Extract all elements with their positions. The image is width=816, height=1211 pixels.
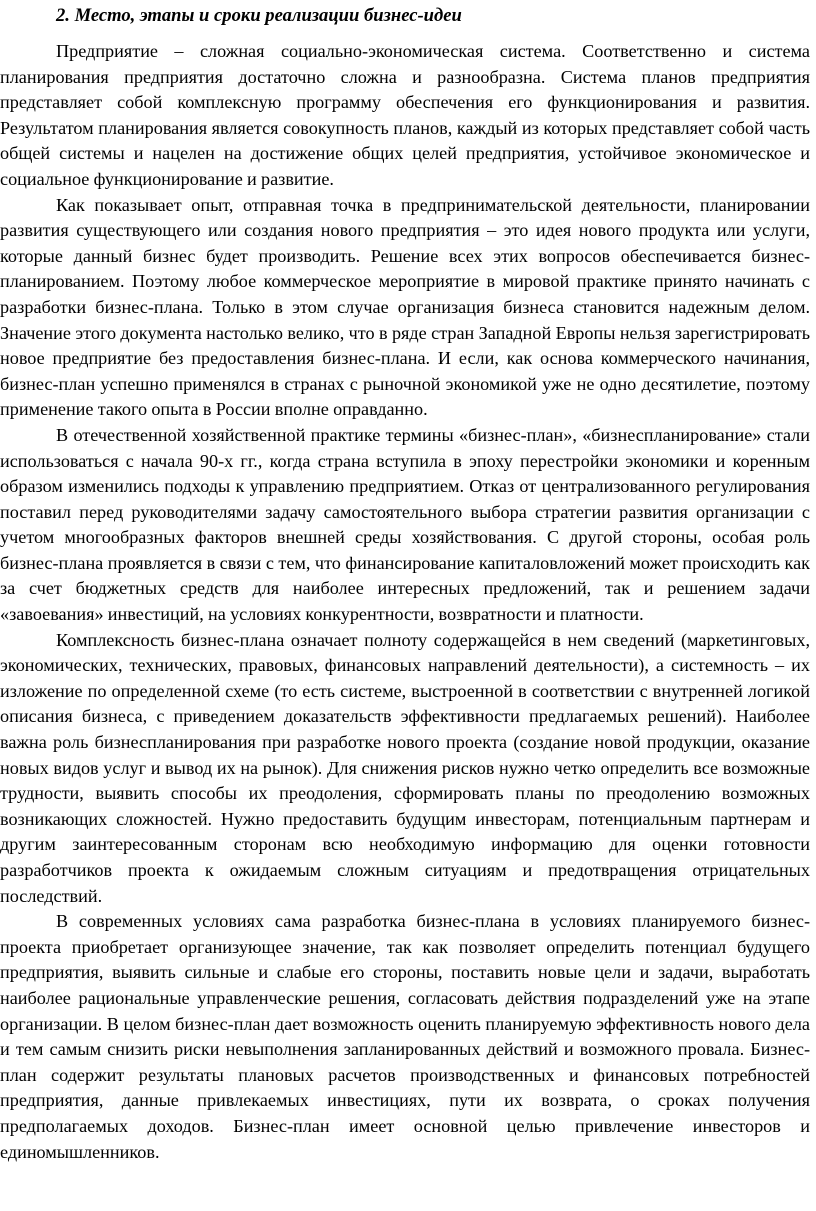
section-heading: 2. Место, этапы и сроки реализации бизнес-идеи (56, 5, 462, 26)
paragraph-5: В современных условиях сама разработка бизнес-плана в условиях планируемого бизнес-проекта приобретает организующее значение, так как позволяет определить потенциал будущего предприятия, выявить сильные и слабые его стороны, поставить новые цели и задачи, выработать наиболее рациональные управленческие решения, согласовать действия подразделений уже на этапе организации. В целом бизнес-план дает возможность оценить планируемую эффективность нового дела и тем самым снизить риски невыполнения запланированных действий и возможного провала. Бизнес-план содержит результаты плановых расчетов производственных и финансовых потребностей предприятия, данные привлекаемых инвестициях, пути их возврата, о сроках получения предполагаемых доходов. Бизнес-план имеет основной целью привлечение инвесторов и единомышленников. (0, 911, 810, 1162)
paragraph-1: Предприятие – сложная социально-экономическая система. Соответственно и система планирования предприятия достаточно сложна и разнообразна. Система планов предприятия представляет собой комплексную программу обеспечения его функционирования и развития. Результатом планирования является совокупность планов, каждый из которых представляет собой часть общей системы и нацелен на достижение общих целей предприятия, устойчивое экономическое и социальное функционирование и развитие. (0, 41, 810, 189)
paragraph-4: Комплексность бизнес-плана означает полноту содержащейся в нем сведений (маркетинговых, экономических, технических, правовых, финансовых направлений деятельности), а системность – их изложение по определенной схеме (то есть системе, выстроенной в соответствии с внутренней логикой описания бизнеса, с приведением доказательств эффективности предлагаемых решений). Наиболее важна роль бизнеспланирования при разработке нового проекта (создание новой продукции, оказание новых видов услуг и вывод их на рынок). Для снижения рисков нужно четко определить все возможные трудности, выявить способы их преодоления, сформировать планы по преодолению возможных возникающих сложностей. Нужно предоставить будущим инвесторам, потенциальным партнерам и другим заинтересованным сторонам всю необходимую информацию для оценки готовности разработчиков проекта к ожидаемым сложным ситуациям и предотвращения отрицательных последствий. (0, 629, 810, 906)
paragraph-2: Как показывает опыт, отправная точка в предпринимательской деятельности, планировании развития существующего или создания нового предприятия – это идея нового продукта или услуги, которые данный бизнес будет производить. Решение всех этих вопросов обеспечивается бизнес-планированием. Поэтому любое коммерческое мероприятие в мировой практике принято начинать с разработки бизнес-плана. Только в этом случае организация бизнеса становится надежным делом. Значение этого документа настолько велико, что в ряде стран Западной Европы нельзя зарегистрировать новое предприятие без предоставления бизнес-плана. И если, как основа коммерческого начинания, бизнес-план успешно применялся в странах с рыночной экономикой уже не одно десятилетие, поэтому применение такого опыта в России вполне оправданно. (0, 194, 810, 420)
paragraph-3: В отечественной хозяйственной практике термины «бизнес-план», «бизнеспланирование» стали использоваться с начала 90-х гг., когда страна вступила в эпоху перестройки экономики и коренным образом изменились подходы к управлению предприятием. Отказ от централизованного регулирования поставил перед руководителями задачу самостоятельного выбора стратегии развития организации с учетом многообразных факторов внешней среды хозяйствования. С другой стороны, особая роль бизнес-плана проявляется в связи с тем, что финансирование капиталовложений может происходить как за счет бюджетных средств для наиболее интересных предложений, так и решением задачи «завоевания» инвестиций, на условиях конкурентности, возвратности и платности. (0, 424, 810, 625)
